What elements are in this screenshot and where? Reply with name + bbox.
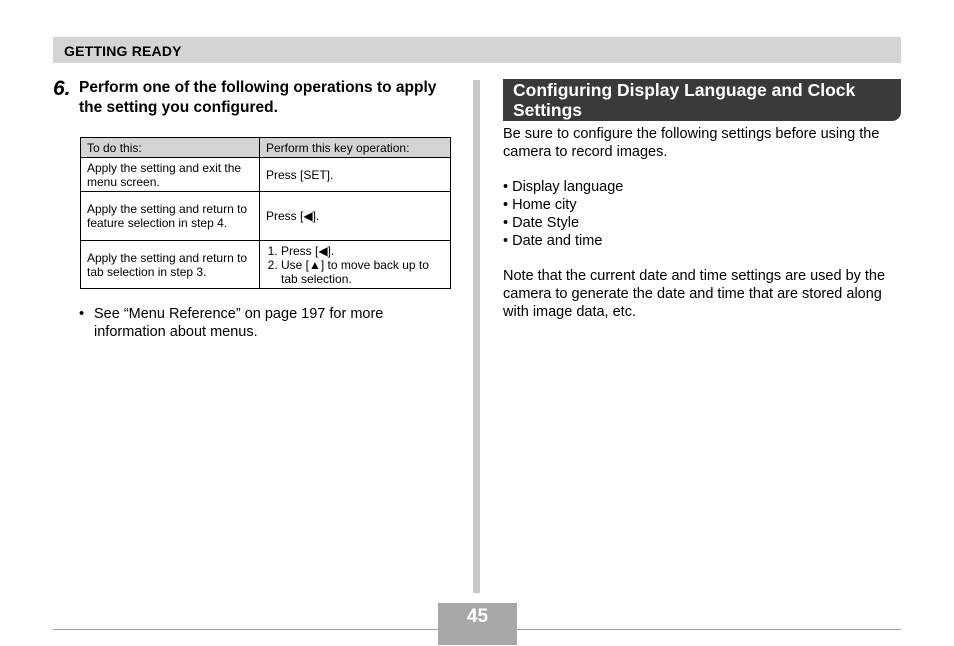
page-number-box (438, 603, 517, 645)
section-intro: Be sure to configure the following settings before using the camera to record images. (503, 126, 880, 160)
list-item: 1. Press [◀]. (281, 244, 444, 258)
note-text: See “Menu Reference” on page 197 for more information about menus. (94, 306, 384, 340)
header-bar (53, 37, 901, 63)
column-divider (473, 80, 480, 593)
section-header-title: GETTING READY (64, 43, 182, 59)
bullet-marker: • (79, 306, 85, 322)
section-heading-bar (503, 79, 901, 121)
table-cell-action: Apply the setting and exit the menu screen. (81, 158, 260, 192)
operations-table (80, 137, 451, 289)
list-item: • Date and time (503, 232, 623, 250)
date-time-note: Note that the current date and time settings are used by the camera to generate the date and time that are stored along with image data, etc. (503, 268, 886, 320)
table-cell-action: Apply the setting and return to tab selection in step 3. (81, 241, 260, 289)
settings-list (503, 178, 623, 250)
step-number: 6. (53, 77, 71, 100)
table-row (81, 158, 451, 192)
section-title: Configuring Display Language and Clock Settings (513, 80, 856, 120)
operation-steps-list (266, 244, 444, 286)
table-header-row (81, 138, 451, 158)
list-item: • Home city (503, 196, 623, 214)
menu-reference-note (79, 305, 409, 341)
table-cell-operation (260, 241, 451, 289)
list-item: • Date Style (503, 214, 623, 232)
table-cell-operation: Press [◀]. (260, 192, 451, 241)
table-row (81, 192, 451, 241)
table-header-cell: Perform this key operation: (260, 138, 451, 158)
page-number: 45 (466, 606, 489, 627)
step-text: Perform one of the following operations to apply the setting you configured. (79, 79, 437, 116)
table-cell-operation: Press [SET]. (260, 158, 451, 192)
table-row (81, 241, 451, 289)
list-item: • Display language (503, 178, 623, 196)
table-cell-action: Apply the setting and return to feature selection in step 4. (81, 192, 260, 241)
list-item: 2. Use [▲] to move back up to tab selection. (281, 258, 444, 286)
table-header-cell: To do this: (81, 138, 260, 158)
